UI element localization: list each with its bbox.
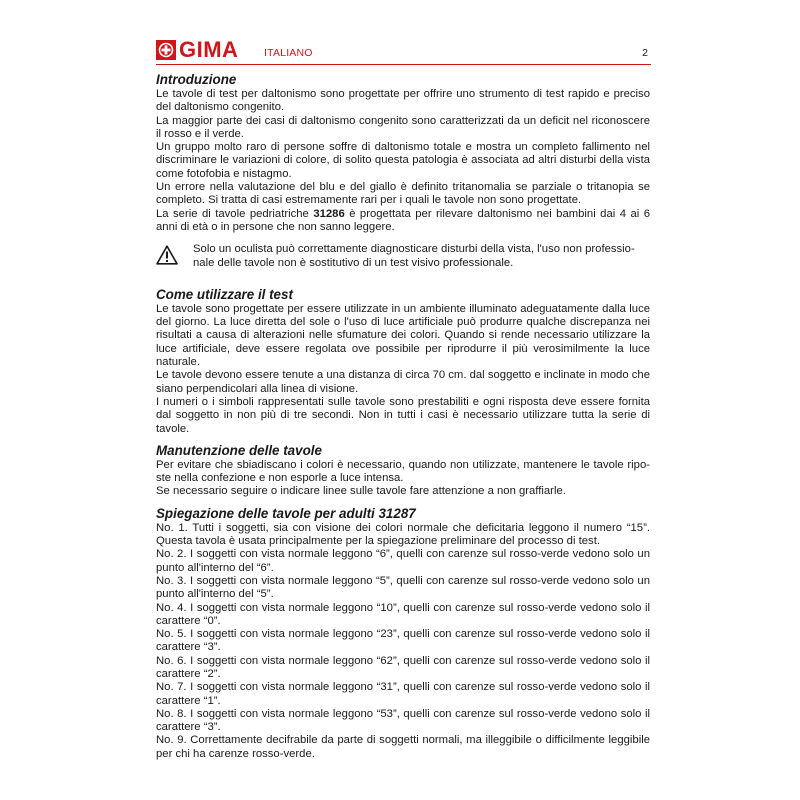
section-title-introduzione: Introduzione (156, 72, 237, 87)
paragraph: La maggior parte dei casi di daltonismo congenito sono caratterizzati da un deficit nel riconoscere il rosso e il verde. (156, 114, 650, 140)
page-header (156, 38, 651, 66)
document-body (156, 72, 650, 761)
paragraph-text: La serie di tavole pedriatriche (156, 207, 314, 220)
warning-text: Solo un oculista può correttamente diagnosticare disturbi della vista, l'uso non professio-nale delle tavole non è sostitutivo di un test visivo professionale. (193, 243, 635, 269)
list-item: No. 4. I soggetti con vista normale leggono “10”, quelli con carenze sul rosso-verde vedono solo il carattere “0”. (156, 601, 650, 627)
section-title-manutenzione: Manutenzione delle tavole (156, 442, 322, 458)
header-rule (156, 64, 651, 65)
language-label: ITALIANO (264, 47, 313, 59)
brand-name: GIMA (179, 37, 239, 62)
paragraph-text: è progettata per rilevare daltonismo nei bambini dai 4 ai 6 anni di età o in persone che non sanno leggere. (156, 207, 650, 233)
list-item: No. 7. I soggetti con vista normale leggono “31”, quelli con carenze sul rosso-verde vedono solo il carattere “1”. (156, 681, 650, 707)
warning-note (156, 243, 650, 270)
paragraph: Se necessario seguire o indicare linee sulle tavole fare attenzione a non graffiarle. (156, 485, 566, 498)
list-item: No. 6. I soggetti con vista normale leggono “62”, quelli con carenze sul rosso-verde vedono solo il carattere “2”. (156, 654, 650, 680)
list-item: No. 2. I soggetti con vista normale leggono “6”, quelli con carenze sul rosso-verde vedono solo un punto all'interno del “6”. (156, 548, 650, 574)
list-item: No. 1. Tutti i soggetti, sia con visione dei colori normale che deficitaria leggono il numero “15”. Questa tavola è usata principalmente per la spiegazione preliminare del processo di test. (156, 521, 650, 548)
list-item: No. 5. I soggetti con vista normale leggono “23”, quelli con carenze sul rosso-verde vedono solo il carattere “3”. (156, 628, 650, 654)
paragraph (156, 208, 650, 235)
gima-emblem-icon (156, 40, 176, 60)
paragraph: I numeri o i simboli rappresentati sulle tavole sono prestabiliti e ogni risposta deve essere fornita dal soggetto in non più di tre secondi. Non in tutti i casi è necessario utilizzare tutta la serie di tavole. (156, 395, 650, 435)
section-title-spiegazione: Spiegazione delle tavole per adulti 31287 (156, 505, 416, 521)
paragraph: Un gruppo molto raro di persone soffre di daltonismo totale e mostra un completo fallimento nel discriminare le variazioni di colore, di solito questa patologia è associata ad altri disturbi della vista come fotofobia e nistagmo. (156, 141, 650, 180)
list-item: No. 3. I soggetti con vista normale leggono “5”, quelli con carenze sul rosso-verde vedono solo un punto all'interno del “5”. (156, 574, 650, 601)
paragraph: Le tavole di test per daltonismo sono progettate per offrire uno strumento di test rapido e preciso del daltonismo congenito. (156, 88, 650, 114)
section-title-come-utilizzare: Come utilizzare il test (156, 286, 293, 302)
paragraph: Le tavole sono progettate per essere utilizzate in un ambiente illuminato adeguatamente dalla luce del giorno. La luce diretta del sole o l'uso di luce artificiale può produrre qualche discrepanza nei risultati a causa di alterazioni nelle sfumature dei colori. Quando si rende necessario utilizzare la luce artificiale, deve essere regolata ove possibile per riprodurre il più verosimilmente la luce naturale. (156, 302, 650, 369)
warning-triangle-icon (156, 245, 178, 265)
paragraph: Un errore nella valutazione del blu e del giallo è definito tritanomalia se parziale o tritanopia se completo. Si tratta di casi estremamente rari per i quali le tavole non sono progettate. (156, 181, 650, 207)
gima-logo (156, 37, 239, 62)
page-number: 2 (642, 47, 648, 59)
list-item: No. 8. I soggetti con vista normale leggono “53”, quelli con carenze sul rosso-verde vedono solo il carattere “3”. (156, 707, 650, 734)
paragraph: Le tavole devono essere tenute a una distanza di circa 70 cm. dal soggetto e inclinate in modo che siano perpendicolari alla linea di visione. (156, 369, 650, 395)
list-item: No. 9. Correttamente decifrabile da parte di soggetti normali, ma illeggibile o difficilmente leggibile per chi ha carenze rosso-verde. (156, 734, 650, 760)
paragraph: Per evitare che sbiadiscano i colori è necessario, quando non utilizzate, mantenere le tavole ripo-ste nella confezione e non esporle a luce intensa. (156, 458, 650, 485)
product-code: 31286 (313, 207, 345, 220)
